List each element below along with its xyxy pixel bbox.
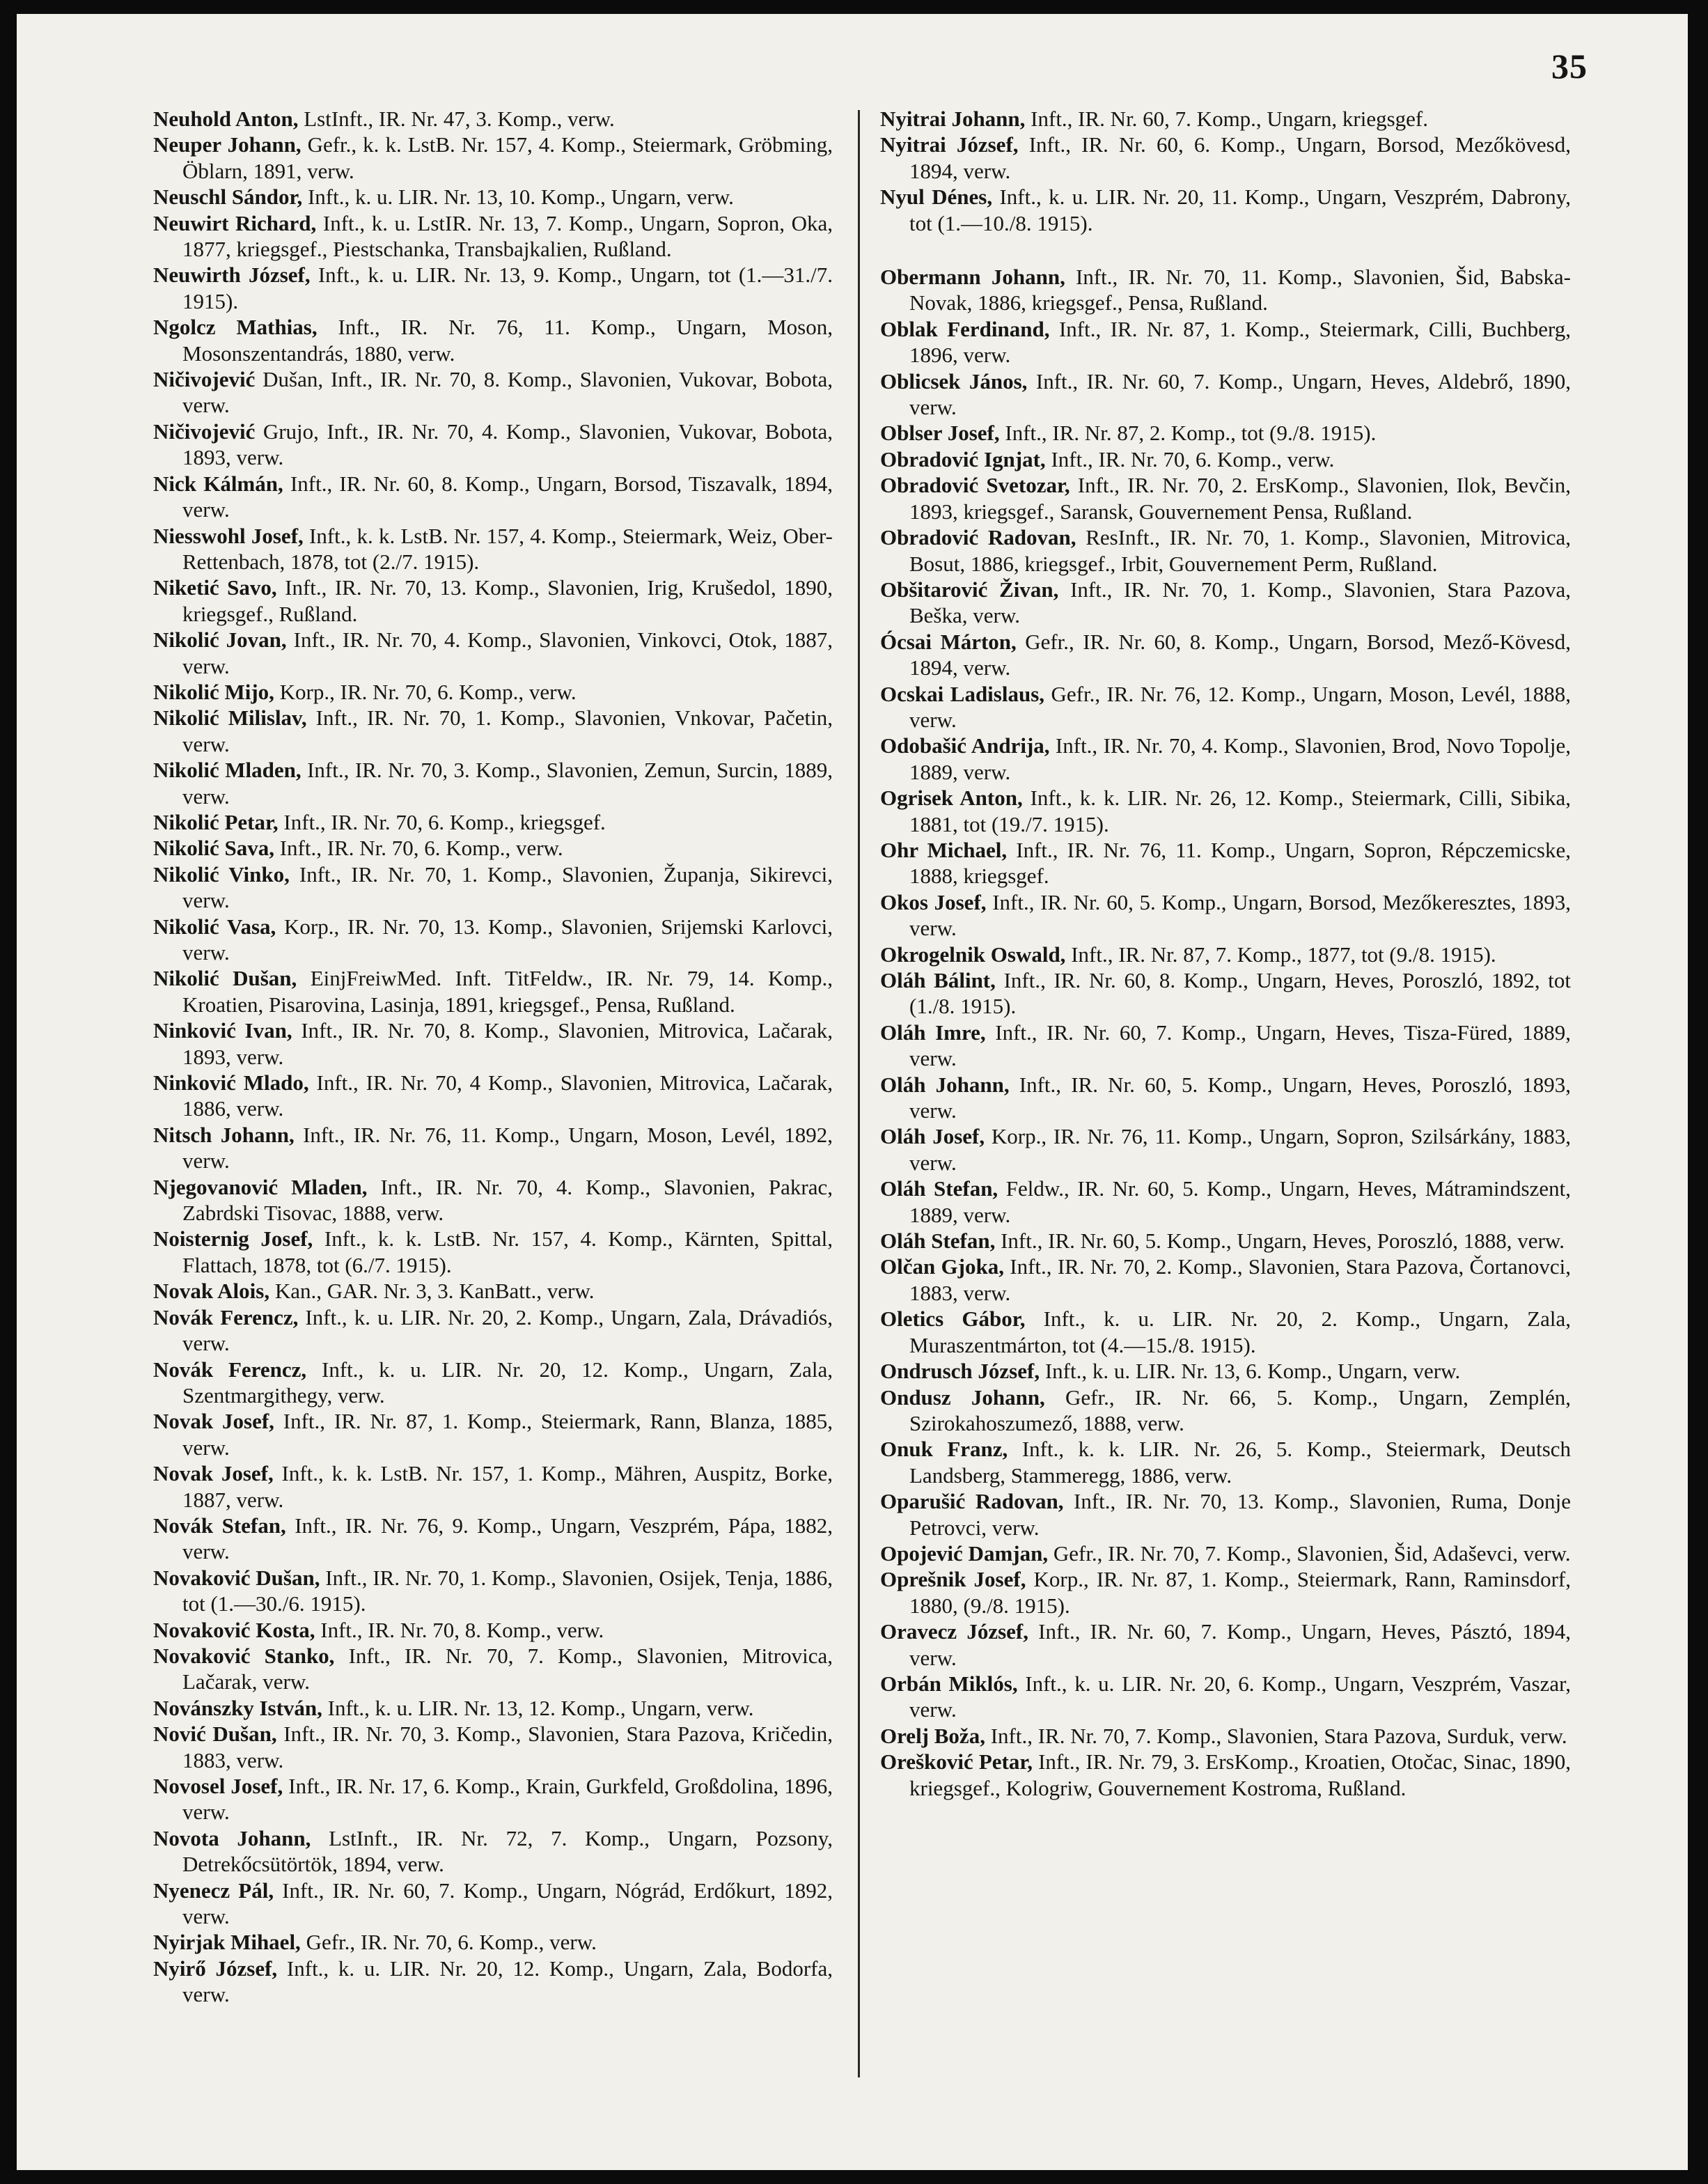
entry-details: Inft., k. k. LstB. Nr. 157, 4. Komp., Steiermark, Weiz, Ober-Rettenbach, 1878, tot (2./7. 1915). <box>182 523 833 574</box>
entry-details: Inft., IR. Nr. 60, 5. Komp., Ungarn, Borsod, Mezőkeresztes, 1893, verw. <box>909 889 1571 941</box>
entry-name: Novák Ferencz, <box>153 1304 299 1329</box>
casualty-entry <box>153 1174 833 1226</box>
casualty-entry <box>153 1460 833 1513</box>
entry-details: Inft., IR. Nr. 87, 7. Komp., 1877, tot (9./8. 1915). <box>1065 942 1496 967</box>
entry-name: Oblak Ferdinand, <box>880 316 1050 341</box>
casualty-entry <box>880 1540 1571 1566</box>
entry-name: Novak Alois, <box>153 1279 270 1304</box>
entry-details: Inft., IR. Nr. 70, 6. Komp., kriegsgef. <box>278 809 606 834</box>
casualty-entry <box>153 861 833 914</box>
entry-name: Novaković Dušan, <box>153 1565 320 1590</box>
entry-details: Korp., IR. Nr. 87, 1. Komp., Steiermark, Rann, Raminsdorf, 1880, (9./8. 1915). <box>909 1567 1571 1618</box>
casualty-entry <box>880 785 1571 837</box>
entry-details: Inft., IR. Nr. 87, 2. Komp., tot (9./8. 1915). <box>999 421 1377 446</box>
casualty-entry <box>153 210 833 263</box>
entry-details: Inft., IR. Nr. 70, 13. Komp., Slavonien, Irig, Krušedol, 1890, kriegsgef., Rußland. <box>182 575 833 626</box>
entry-details: Inft., IR. Nr. 70, 8. Komp., Slavonien, Mitrovica, Lačarak, 1893, verw. <box>182 1018 833 1069</box>
entry-details: Inft., IR. Nr. 60, 7. Komp., Ungarn, Nógrád, Erdőkurt, 1892, verw. <box>182 1878 833 1929</box>
casualty-entry <box>880 1671 1571 1723</box>
page-number: 35 <box>1551 47 1588 86</box>
entry-name: Nyirjak Mihael, <box>153 1930 301 1955</box>
entry-details: Inft., IR. Nr. 70, 7. Komp., Slavonien, Mitrovica, Lačarak, verw. <box>182 1643 833 1694</box>
entry-details: Inft., IR. Nr. 87, 1. Komp., Steiermark, Cilli, Buchberg, 1896, verw. <box>909 316 1571 368</box>
entry-details: Inft., k. u. LIR. Nr. 20, 2. Komp., Ungarn, Zala, Muraszentmárton, tot (4.—15./8. 1915). <box>909 1306 1572 1357</box>
entry-name: Nyitrai Johann, <box>880 107 1026 131</box>
entry-details: Inft., k. u. LIR. Nr. 20, 2. Komp., Ungarn, Zala, Drávadiós, verw. <box>182 1304 833 1356</box>
entry-name: Opojević Damjan, <box>880 1540 1049 1566</box>
entry-name: Oláh Stefan, <box>880 1176 998 1201</box>
casualty-entry <box>880 681 1571 733</box>
entry-name: Okos Josef, <box>880 889 987 914</box>
casualty-entry <box>153 1565 833 1617</box>
entry-name: Neuwirth József, <box>153 263 311 288</box>
entry-name: Nikolić Dušan, <box>153 966 297 991</box>
entry-name: Oblser Josef, <box>880 421 1000 446</box>
casualty-entry <box>880 446 1571 472</box>
entry-name: Nikolić Mladen, <box>153 758 301 783</box>
entry-details: Inft., IR. Nr. 70, 3. Komp., Slavonien, Stara Pazova, Kričedin, 1883, verw. <box>182 1722 833 1772</box>
left-column <box>153 106 833 2008</box>
entry-details: Inft., IR. Nr. 76, 11. Komp., Ungarn, Moson, Levél, 1892, verw. <box>182 1122 833 1173</box>
entry-name: Oletics Gábor, <box>880 1306 1026 1332</box>
entry-name: Ondusz Johann, <box>880 1384 1045 1410</box>
casualty-entry <box>153 523 833 575</box>
entry-name: Ninković Ivan, <box>153 1018 292 1043</box>
casualty-entry <box>153 809 833 835</box>
casualty-entry <box>880 1358 1571 1384</box>
entry-details: Inft., IR. Nr. 70, 4. Komp., Slavonien, Brod, Novo Topolje, 1889, verw. <box>909 733 1572 784</box>
casualty-entry <box>153 1617 833 1643</box>
entry-name: Novak Josef, <box>153 1409 274 1434</box>
casualty-entry <box>153 132 833 184</box>
column-divider <box>858 110 860 2077</box>
casualty-entry <box>880 1488 1571 1540</box>
entry-details: Inft., IR. Nr. 70, 2. Komp., Slavonien, Stara Pazova, Čortanovci, 1883, verw. <box>909 1254 1572 1305</box>
casualty-entry <box>880 368 1571 421</box>
entry-name: Oparušić Radovan, <box>880 1489 1064 1514</box>
entry-details: Inft., k. u. LIR. Nr. 13, 12. Komp., Ungarn, verw. <box>322 1695 754 1720</box>
entry-details: Inft., IR. Nr. 76, 11. Komp., Ungarn, Moson, Mosonszentandrás, 1880, verw. <box>182 315 833 366</box>
entry-name: Niketić Savo, <box>153 575 277 600</box>
entry-name: Ničivojević <box>153 419 256 444</box>
entry-details: Gefr., k. k. LstB. Nr. 157, 4. Komp., Steiermark, Gröbming, Öblarn, 1891, verw. <box>182 132 833 183</box>
entry-name: Oláh Josef, <box>880 1124 985 1149</box>
casualty-entry <box>153 1070 833 1122</box>
entry-details: Inft., IR. Nr. 76, 9. Komp., Ungarn, Veszprém, Pápa, 1882, verw. <box>182 1513 833 1564</box>
casualty-entry <box>153 835 833 861</box>
entry-details: Inft., IR. Nr. 60, 6. Komp., Ungarn, Borsod, Mezőkövesd, 1894, verw. <box>909 132 1571 183</box>
entry-details: Inft., k. k. LstB. Nr. 157, 1. Komp., Mähren, Auspitz, Borke, 1887, verw. <box>182 1461 833 1512</box>
entry-details: Inft., IR. Nr. 60, 7. Komp., Ungarn, Heves, Tisza-Füred, 1889, verw. <box>909 1020 1572 1071</box>
entry-details: Grujo, Inft., IR. Nr. 70, 4. Komp., Slavonien, Vukovar, Bobota, 1893, verw. <box>182 419 833 470</box>
casualty-entry <box>880 132 1571 184</box>
casualty-entry <box>153 366 833 419</box>
entry-details: Inft., IR. Nr. 70, 3. Komp., Slavonien, Zemun, Surcin, 1889, verw. <box>182 758 833 809</box>
entry-details: Kan., GAR. Nr. 3, 3. KanBatt., verw. <box>269 1279 595 1304</box>
casualty-entry <box>880 1436 1571 1488</box>
entry-details: Korp., IR. Nr. 70, 13. Komp., Slavonien, Srijemski Karlovci, verw. <box>182 914 833 965</box>
casualty-entry <box>153 1643 833 1695</box>
casualty-entry <box>880 837 1571 889</box>
casualty-entry <box>880 1254 1571 1306</box>
entry-details: Inft., k. u. LIR. Nr. 20, 11. Komp., Ungarn, Veszprém, Dabrony, tot (1.—10./8. 1915). <box>909 185 1572 235</box>
entry-details: Inft., k. k. LstB. Nr. 157, 4. Komp., Kärnten, Spittal, Flattach, 1878, tot (6./7. 1915). <box>182 1226 833 1277</box>
entry-details: Inft., IR. Nr. 60, 5. Komp., Ungarn, Heves, Poroszló, 1893, verw. <box>909 1072 1571 1123</box>
casualty-entry <box>880 629 1571 681</box>
entry-name: Novaković Stanko, <box>153 1643 335 1668</box>
entry-details: Korp., IR. Nr. 76, 11. Komp., Ungarn, Sopron, Szilsárkány, 1883, verw. <box>909 1124 1571 1175</box>
casualty-entry <box>153 1773 833 1825</box>
entry-name: Novaković Kosta, <box>153 1617 315 1642</box>
casualty-entry <box>880 184 1571 236</box>
entry-details: Inft., IR. Nr. 70, 1. Komp., Slavonien, Vnkovar, Pačetin, verw. <box>182 705 833 756</box>
entry-name: Obradović Radovan, <box>880 525 1076 550</box>
casualty-entry <box>153 471 833 523</box>
entry-name: Oravecz József, <box>880 1619 1028 1644</box>
entry-details: Inft., k. u. LIR. Nr. 20, 12. Komp., Ungarn, Zala, Bodorfa, verw. <box>182 1956 833 2007</box>
casualty-entry <box>153 1226 833 1278</box>
entry-name: Odobašić Andrija, <box>880 733 1050 758</box>
entry-name: Obradović Ignjat, <box>880 446 1046 471</box>
entry-name: Noisternig Josef, <box>153 1226 313 1251</box>
entry-name: Ohr Michael, <box>880 837 1008 862</box>
casualty-entry <box>153 1825 833 1878</box>
casualty-entry <box>880 106 1571 132</box>
entry-details: Inft., IR. Nr. 60, 7. Komp., Ungarn, Heves, Pásztó, 1894, verw. <box>909 1619 1571 1670</box>
entry-name: Olčan Gjoka, <box>880 1254 1004 1279</box>
entry-details: Inft., k. k. LIR. Nr. 26, 5. Komp., Steiermark, Deutsch Landsberg, Stammeregg, 1886, verw. <box>909 1437 1572 1488</box>
entry-name: Obermann Johann, <box>880 265 1065 290</box>
entry-details: Gefr., IR. Nr. 66, 5. Komp., Ungarn, Zemplén, Szirokahoszumező, 1888, verw. <box>909 1384 1571 1435</box>
entry-details: Inft., IR. Nr. 70, 1. Komp., Slavonien, Županja, Sikirevci, verw. <box>182 861 833 913</box>
entry-details: Inft., IR. Nr. 60, 7. Komp., Ungarn, Heves, Aldebrő, 1890, verw. <box>909 368 1571 420</box>
entry-details: Inft., IR. Nr. 70, 1. Komp., Slavonien, Osijek, Tenja, 1886, tot (1.—30./6. 1915). <box>182 1565 833 1616</box>
entry-name: Obšitarović Živan, <box>880 577 1059 602</box>
entry-name: Nyenecz Pál, <box>153 1878 274 1903</box>
entry-name: Neuschl Sándor, <box>153 185 303 210</box>
entry-details: Inft., k. u. LIR. Nr. 20, 6. Komp., Ungarn, Veszprém, Vaszar, verw. <box>909 1671 1571 1722</box>
entry-name: Ngolcz Mathias, <box>153 315 318 340</box>
casualty-entry <box>153 1278 833 1304</box>
casualty-entry <box>880 420 1571 446</box>
entry-name: Novák Stefan, <box>153 1513 286 1538</box>
entry-details: Inft., IR. Nr. 70, 11. Komp., Slavonien, Šid, Babska-Novak, 1886, kriegsgef., Pensa, Rußland. <box>909 265 1572 315</box>
entry-name: Oprešnik Josef, <box>880 1567 1026 1592</box>
entry-name: Niesswohl Josef, <box>153 523 304 548</box>
entry-details: Inft., k. u. LIR. Nr. 20, 12. Komp., Ungarn, Zala, Szentmargithegy, verw. <box>182 1357 833 1407</box>
entry-name: Nyirő József, <box>153 1956 278 1981</box>
entry-details: Gefr., IR. Nr. 76, 12. Komp., Ungarn, Moson, Levél, 1888, verw. <box>909 681 1571 732</box>
casualty-entry <box>880 1020 1571 1072</box>
entry-name: Ócsai Márton, <box>880 629 1017 654</box>
entry-details: Korp., IR. Nr. 70, 6. Komp., verw. <box>274 679 577 704</box>
entry-details: EinjFreiwMed. Inft. TitFeldw., IR. Nr. 79, 14. Komp., Kroatien, Pisarovina, Lasinja, 1891, kriegsgef., Pensa, Rußland. <box>182 966 833 1017</box>
casualty-entry <box>153 575 833 627</box>
casualty-entry <box>153 1357 833 1409</box>
entry-name: Nikolić Sava, <box>153 836 274 861</box>
entry-name: Nikolić Jovan, <box>153 627 287 653</box>
casualty-entry <box>153 1304 833 1357</box>
entry-details: Inft., IR. Nr. 70, 1. Komp., Slavonien, Stara Pazova, Beška, verw. <box>909 577 1571 628</box>
casualty-entry <box>880 1306 1571 1358</box>
entry-name: Ocskai Ladislaus, <box>880 681 1045 706</box>
entry-name: Njegovanović Mladen, <box>153 1174 368 1199</box>
casualty-entry <box>880 524 1571 577</box>
entry-name: Novota Johann, <box>153 1825 311 1850</box>
casualty-entry <box>153 757 833 809</box>
casualty-entry <box>880 264 1571 316</box>
entry-name: Orbán Miklós, <box>880 1671 1018 1696</box>
casualty-entry <box>153 106 833 132</box>
entry-name: Nyitrai József, <box>880 132 1019 157</box>
entry-details: LstInft., IR. Nr. 72, 7. Komp., Ungarn, Pozsony, Detrekőcsütörtök, 1894, verw. <box>182 1825 833 1877</box>
entry-details: Inft., IR. Nr. 60, 8. Komp., Ungarn, Heves, Poroszló, 1892, tot (1./8. 1915). <box>909 968 1571 1019</box>
casualty-entry <box>153 965 833 1017</box>
entry-name: Oláh Stefan, <box>880 1228 996 1254</box>
entry-name: Neuper Johann, <box>153 132 301 157</box>
entry-details: Inft., k. k. LIR. Nr. 26, 12. Komp., Steiermark, Cilli, Sibika, 1881, tot (19./7. 1915). <box>909 786 1572 836</box>
casualty-entry <box>880 472 1571 524</box>
casualty-entry <box>153 705 833 757</box>
casualty-entry <box>153 184 833 210</box>
casualty-entry <box>153 1929 833 1955</box>
casualty-entry <box>880 733 1571 785</box>
entry-name: Nović Dušan, <box>153 1722 277 1747</box>
entry-name: Neuhold Anton, <box>153 107 299 131</box>
entry-details: Gefr., IR. Nr. 70, 6. Komp., verw. <box>300 1930 597 1955</box>
entry-name: Orešković Petar, <box>880 1749 1033 1774</box>
entry-details: Inft., IR. Nr. 70, 6. Komp., verw. <box>1045 446 1335 471</box>
entry-name: Nikolić Vasa, <box>153 914 276 939</box>
right-column <box>880 106 1571 1801</box>
entry-details: LstInft., IR. Nr. 47, 3. Komp., verw. <box>298 107 615 131</box>
section-gap <box>880 236 1571 264</box>
casualty-entry <box>153 1956 833 2008</box>
entry-name: Oláh Johann, <box>880 1072 1010 1097</box>
casualty-entry <box>153 1513 833 1565</box>
casualty-entry <box>153 314 833 366</box>
casualty-entry <box>153 1408 833 1460</box>
entry-name: Nitsch Johann, <box>153 1122 295 1147</box>
entry-details: Inft., IR. Nr. 79, 3. ErsKomp., Kroatien, Otočac, Sinac, 1890, kriegsgef., Kologriw, Gouvernement Kostroma, Rußland. <box>909 1749 1571 1800</box>
entry-name: Novánszky István, <box>153 1695 322 1720</box>
entry-name: Nikolić Mijo, <box>153 679 274 704</box>
entry-name: Oblicsek János, <box>880 368 1028 393</box>
entry-details: Inft., k. u. LIR. Nr. 13, 10. Komp., Ungarn, verw. <box>302 185 734 210</box>
casualty-entry <box>153 679 833 705</box>
entry-name: Obradović Svetozar, <box>880 473 1070 498</box>
casualty-entry <box>880 1749 1571 1801</box>
entry-name: Nick Kálmán, <box>153 471 283 496</box>
entry-details: Inft., k. u. LIR. Nr. 13, 9. Komp., Ungarn, tot (1.—31./7. 1915). <box>182 263 833 313</box>
entry-details: Inft., IR. Nr. 60, 7. Komp., Ungarn, kriegsgef. <box>1025 107 1428 131</box>
entry-name: Nikolić Vinko, <box>153 861 290 887</box>
entry-details: Gefr., IR. Nr. 70, 7. Komp., Slavonien, Šid, Adaševci, verw. <box>1048 1540 1571 1566</box>
casualty-entry <box>880 1384 1571 1437</box>
entry-details: Inft., IR. Nr. 76, 11. Komp., Ungarn, Sopron, Répczemicske, 1888, kriegsgef. <box>909 837 1571 889</box>
entry-details: Inft., IR. Nr. 87, 1. Komp., Steiermark, Rann, Blanza, 1885, verw. <box>182 1409 833 1460</box>
document-page <box>17 14 1688 2170</box>
entry-details: Inft., IR. Nr. 70, 7. Komp., Slavonien, Stara Pazova, Surduk, verw. <box>985 1723 1567 1748</box>
entry-details: Gefr., IR. Nr. 60, 8. Komp., Ungarn, Borsod, Mező-Kövesd, 1894, verw. <box>909 629 1571 680</box>
entry-name: Ninković Mlado, <box>153 1070 309 1095</box>
casualty-entry <box>153 1017 833 1070</box>
entry-details: Inft., IR. Nr. 70, 4 Komp., Slavonien, Mitrovica, Lačarak, 1886, verw. <box>182 1070 833 1121</box>
casualty-entry <box>153 1878 833 1930</box>
casualty-entry <box>153 1695 833 1721</box>
casualty-entry <box>153 262 833 314</box>
casualty-entry <box>880 1123 1571 1176</box>
entry-details: Inft., IR. Nr. 60, 5. Komp., Ungarn, Heves, Poroszló, 1888, verw. <box>995 1228 1565 1254</box>
casualty-entry <box>880 967 1571 1020</box>
entry-details: Inft., IR. Nr. 70, 8. Komp., verw. <box>315 1617 604 1642</box>
entry-details: Inft., IR. Nr. 70, 4. Komp., Slavonien, Vinkovci, Otok, 1887, verw. <box>182 627 833 678</box>
casualty-entry <box>153 1721 833 1773</box>
entry-name: Oláh Imre, <box>880 1020 986 1045</box>
casualty-entry <box>880 1723 1571 1749</box>
casualty-entry <box>153 627 833 679</box>
entry-details: Inft., IR. Nr. 70, 13. Komp., Slavonien, Ruma, Donje Petrovci, verw. <box>909 1489 1571 1540</box>
entry-name: Ničivojević <box>153 367 256 392</box>
casualty-entry <box>880 889 1571 942</box>
entry-name: Novák Ferencz, <box>153 1357 307 1382</box>
entry-name: Orelj Boža, <box>880 1723 985 1748</box>
casualty-entry <box>880 1228 1571 1254</box>
entry-name: Neuwirt Richard, <box>153 210 317 235</box>
entry-details: Dušan, Inft., IR. Nr. 70, 8. Komp., Slavonien, Vukovar, Bobota, verw. <box>182 367 833 418</box>
casualty-entry <box>880 1566 1571 1618</box>
casualty-entry <box>153 914 833 966</box>
entry-details: ResInft., IR. Nr. 70, 1. Komp., Slavonien, Mitrovica, Bosut, 1886, kriegsgef., Irbit, Gouvernement Perm, Rußland. <box>909 525 1571 576</box>
entry-details: Inft., k. u. LIR. Nr. 13, 6. Komp., Ungarn, verw. <box>1040 1359 1461 1384</box>
entry-name: Nikolić Petar, <box>153 809 279 834</box>
casualty-entry <box>880 1176 1571 1228</box>
casualty-entry <box>880 942 1571 967</box>
entry-name: Oláh Bálint, <box>880 968 996 992</box>
entry-details: Inft., IR. Nr. 17, 6. Komp., Krain, Gurkfeld, Großdolina, 1896, verw. <box>182 1774 833 1825</box>
entry-details: Inft., IR. Nr. 70, 2. ErsKomp., Slavonien, Ilok, Bevčin, 1893, kriegsgef., Saransk, Gouvernement Pensa, Rußland. <box>909 473 1571 524</box>
entry-details: Inft., IR. Nr. 70, 6. Komp., verw. <box>274 836 563 861</box>
entry-name: Nikolić Milislav, <box>153 705 307 731</box>
entry-details: Inft., IR. Nr. 70, 4. Komp., Slavonien, Pakrac, Zabrdski Tisovac, 1888, verw. <box>182 1174 833 1226</box>
entry-name: Onuk Franz, <box>880 1437 1008 1462</box>
entry-name: Ondrusch József, <box>880 1359 1040 1384</box>
entry-details: Inft., IR. Nr. 60, 8. Komp., Ungarn, Borsod, Tiszavalk, 1894, verw. <box>182 471 833 522</box>
entry-name: Novak Josef, <box>153 1461 274 1486</box>
casualty-entry <box>153 419 833 471</box>
casualty-entry <box>880 1072 1571 1124</box>
entry-details: Feldw., IR. Nr. 60, 5. Komp., Ungarn, Heves, Mátramindszent, 1889, verw. <box>909 1176 1571 1227</box>
casualty-entry <box>880 316 1571 368</box>
casualty-entry <box>880 1618 1571 1671</box>
entry-name: Nyul Dénes, <box>880 185 993 210</box>
entry-name: Ogrisek Anton, <box>880 786 1023 811</box>
entry-name: Novosel Josef, <box>153 1774 283 1798</box>
entry-details: Inft., k. u. LstIR. Nr. 13, 7. Komp., Ungarn, Sopron, Oka, 1877, kriegsgef., Piestschanka, Transbajkalien, Rußland. <box>182 210 833 262</box>
entry-name: Okrogelnik Oswald, <box>880 942 1066 967</box>
casualty-entry <box>880 577 1571 629</box>
casualty-entry <box>153 1122 833 1174</box>
